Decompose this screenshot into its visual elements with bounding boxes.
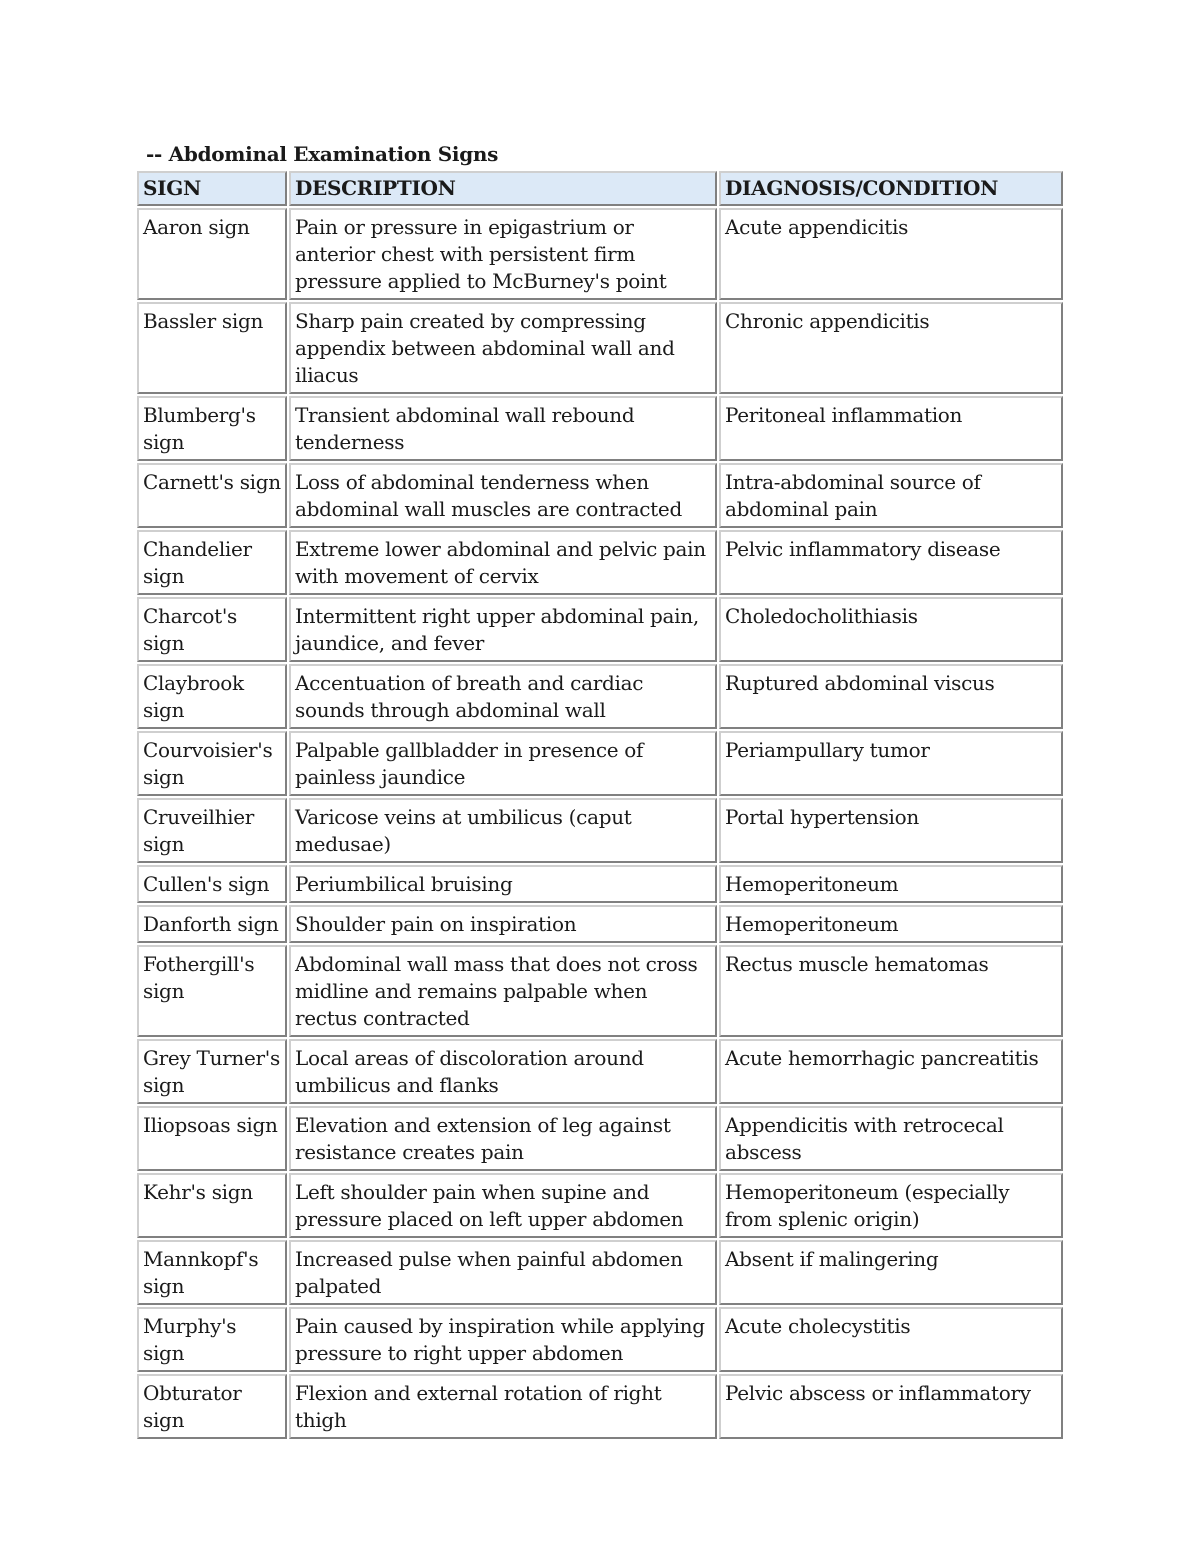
- table-row: [137, 1240, 1063, 1305]
- abdominal-signs-table: [135, 169, 1065, 1441]
- page-title: -- Abdominal Examination Signs: [146, 142, 499, 166]
- diagnosis-cell: Rectus muscle hematomas: [719, 945, 1063, 1037]
- description-cell: Transient abdominal wall rebound tenderness: [289, 396, 717, 461]
- diagnosis-cell: Ruptured abdominal viscus: [719, 664, 1063, 729]
- diagnosis-cell: Acute hemorrhagic pancreatitis: [719, 1039, 1063, 1104]
- diagnosis-cell: Peritoneal inflammation: [719, 396, 1063, 461]
- sign-cell: Kehr's sign: [137, 1173, 287, 1238]
- table-row: [137, 302, 1063, 394]
- description-cell: Increased pulse when painful abdomen palpated: [289, 1240, 717, 1305]
- table-row: [137, 1106, 1063, 1171]
- sign-cell: Chandelier sign: [137, 530, 287, 595]
- description-cell: Periumbilical bruising: [289, 865, 717, 903]
- diagnosis-cell: Pelvic abscess or inflammatory: [719, 1374, 1063, 1439]
- sign-cell: Courvoisier's sign: [137, 731, 287, 796]
- sign-cell: Iliopsoas sign: [137, 1106, 287, 1171]
- sign-cell: Bassler sign: [137, 302, 287, 394]
- sign-cell: Murphy's sign: [137, 1307, 287, 1372]
- table-row: [137, 1307, 1063, 1372]
- sign-cell: Cruveilhier sign: [137, 798, 287, 863]
- table-row: [137, 1173, 1063, 1238]
- description-cell: Pain or pressure in epigastrium or anterior chest with persistent firm pressure applied to McBurney's point: [289, 208, 717, 300]
- table-row: [137, 865, 1063, 903]
- diagnosis-cell: Chronic appendicitis: [719, 302, 1063, 394]
- table-row: [137, 1374, 1063, 1439]
- table-header-row: [137, 171, 1063, 206]
- sign-cell: Charcot's sign: [137, 597, 287, 662]
- diagnosis-cell: Appendicitis with retrocecal abscess: [719, 1106, 1063, 1171]
- description-cell: Varicose veins at umbilicus (caput medusae): [289, 798, 717, 863]
- description-cell: Accentuation of breath and cardiac sounds through abdominal wall: [289, 664, 717, 729]
- description-cell: Intermittent right upper abdominal pain, jaundice, and fever: [289, 597, 717, 662]
- diagnosis-cell: Intra-abdominal source of abdominal pain: [719, 463, 1063, 528]
- sign-cell: Cullen's sign: [137, 865, 287, 903]
- column-header-description: DESCRIPTION: [289, 171, 717, 206]
- sign-cell: Carnett's sign: [137, 463, 287, 528]
- sign-cell: Mannkopf's sign: [137, 1240, 287, 1305]
- sign-cell: Danforth sign: [137, 905, 287, 943]
- description-cell: Loss of abdominal tenderness when abdominal wall muscles are contracted: [289, 463, 717, 528]
- diagnosis-cell: Pelvic inflammatory disease: [719, 530, 1063, 595]
- table-row: [137, 530, 1063, 595]
- sign-cell: Grey Turner's sign: [137, 1039, 287, 1104]
- diagnosis-cell: Hemoperitoneum: [719, 905, 1063, 943]
- table-row: [137, 731, 1063, 796]
- description-cell: Left shoulder pain when supine and pressure placed on left upper abdomen: [289, 1173, 717, 1238]
- description-cell: Local areas of discoloration around umbilicus and flanks: [289, 1039, 717, 1104]
- sign-cell: Aaron sign: [137, 208, 287, 300]
- sign-cell: Blumberg's sign: [137, 396, 287, 461]
- diagnosis-cell: Portal hypertension: [719, 798, 1063, 863]
- sign-cell: Claybrook sign: [137, 664, 287, 729]
- diagnosis-cell: Periampullary tumor: [719, 731, 1063, 796]
- diagnosis-cell: Absent if malingering: [719, 1240, 1063, 1305]
- diagnosis-cell: Choledocholithiasis: [719, 597, 1063, 662]
- table-row: [137, 905, 1063, 943]
- column-header-diagnosis: DIAGNOSIS/CONDITION: [719, 171, 1063, 206]
- table-row: [137, 664, 1063, 729]
- table-row: [137, 1039, 1063, 1104]
- sign-cell: Obturator sign: [137, 1374, 287, 1439]
- column-header-sign: SIGN: [137, 171, 287, 206]
- table-row: [137, 945, 1063, 1037]
- diagnosis-cell: Acute appendicitis: [719, 208, 1063, 300]
- description-cell: Extreme lower abdominal and pelvic pain with movement of cervix: [289, 530, 717, 595]
- description-cell: Elevation and extension of leg against resistance creates pain: [289, 1106, 717, 1171]
- description-cell: Sharp pain created by compressing appendix between abdominal wall and iliacus: [289, 302, 717, 394]
- description-cell: Flexion and external rotation of right thigh: [289, 1374, 717, 1439]
- table-row: [137, 798, 1063, 863]
- diagnosis-cell: Acute cholecystitis: [719, 1307, 1063, 1372]
- sign-cell: Fothergill's sign: [137, 945, 287, 1037]
- diagnosis-cell: Hemoperitoneum (especially from splenic origin): [719, 1173, 1063, 1238]
- diagnosis-cell: Hemoperitoneum: [719, 865, 1063, 903]
- description-cell: Shoulder pain on inspiration: [289, 905, 717, 943]
- table-row: [137, 396, 1063, 461]
- table-row: [137, 597, 1063, 662]
- description-cell: Palpable gallbladder in presence of painless jaundice: [289, 731, 717, 796]
- description-cell: Abdominal wall mass that does not cross midline and remains palpable when rectus contracted: [289, 945, 717, 1037]
- table-row: [137, 463, 1063, 528]
- table-row: [137, 208, 1063, 300]
- description-cell: Pain caused by inspiration while applying pressure to right upper abdomen: [289, 1307, 717, 1372]
